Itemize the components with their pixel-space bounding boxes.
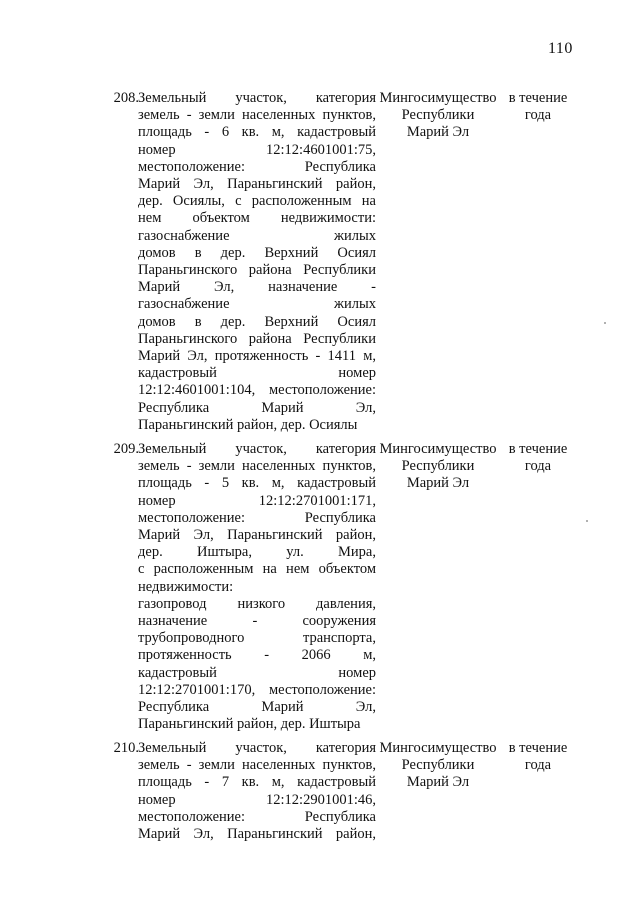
entry-description bbox=[138, 441, 376, 733]
responsible-line: Мингосимущество bbox=[379, 90, 497, 106]
description-line: номер 12:12:2701001:171, bbox=[138, 492, 376, 509]
description-line: площадь - 7 кв. м, кадастровый bbox=[138, 774, 376, 791]
description-line: местоположение: Республика bbox=[138, 509, 376, 526]
page-number: 110 bbox=[548, 40, 573, 57]
description-line: назначение - сооружения bbox=[138, 613, 376, 630]
description-line: Марий Эл, Параньгинский район, bbox=[138, 176, 376, 193]
description-line: Параньгинского района Республики bbox=[138, 262, 376, 279]
description-line: Республика Марий Эл, bbox=[138, 699, 376, 716]
deadline-line: года bbox=[524, 757, 552, 774]
description-line: нем объектом недвижимости: bbox=[138, 210, 376, 227]
description-line: Земельный участок, категория bbox=[138, 90, 376, 106]
deadline-line: года bbox=[524, 107, 552, 124]
description-line: кадастровый номер bbox=[138, 365, 376, 382]
entry-description bbox=[138, 740, 376, 843]
entry-description bbox=[138, 90, 376, 434]
description-line: номер 12:12:2901001:46, bbox=[138, 791, 376, 808]
deadline-line: года bbox=[524, 458, 552, 475]
deadline-line: в течение bbox=[508, 90, 568, 106]
responsible-line: Республики bbox=[401, 458, 475, 475]
description-line: местоположение: Республика bbox=[138, 808, 376, 825]
description-line: местоположение: Республика bbox=[138, 158, 376, 175]
description-line: Марий Эл, Параньгинский район, bbox=[138, 826, 376, 843]
description-line: Параньгинский район, дер. Иштыра bbox=[138, 716, 361, 733]
responsible-line: Мингосимущество bbox=[379, 740, 497, 756]
responsible-body bbox=[376, 740, 500, 792]
description-line: дер. Иштыра, ул. Мира, bbox=[138, 544, 376, 561]
description-line: земель - земли населенных пунктов, bbox=[138, 757, 376, 774]
description-line: газоснабжение жилых bbox=[138, 296, 376, 313]
responsible-body bbox=[376, 441, 500, 493]
description-line: домов в дер. Верхний Осиял bbox=[138, 244, 376, 261]
description-line: дер. Осиялы, с расположенным на bbox=[138, 193, 376, 210]
description-line: площадь - 5 кв. м, кадастровый bbox=[138, 475, 376, 492]
description-line: Параньгинский район, дер. Осиялы bbox=[138, 416, 358, 433]
description-line: Марий Эл, протяженность - 1411 м, bbox=[138, 348, 376, 365]
responsible-body bbox=[376, 90, 500, 142]
description-line: Параньгинского района Республики bbox=[138, 330, 376, 347]
responsible-line: Марий Эл bbox=[406, 475, 470, 492]
deadline-line: в течение bbox=[508, 441, 568, 457]
responsible-line: Республики bbox=[401, 757, 475, 774]
deadline bbox=[505, 441, 571, 475]
description-line: Марий Эл, Параньгинский район, bbox=[138, 527, 376, 544]
deadline bbox=[505, 90, 571, 124]
description-line: Марий Эл, назначение - bbox=[138, 279, 376, 296]
description-line: Земельный участок, категория bbox=[138, 740, 376, 756]
description-line: номер 12:12:4601001:75, bbox=[138, 141, 376, 158]
deadline bbox=[505, 740, 571, 774]
description-line: земель - земли населенных пунктов, bbox=[138, 107, 376, 124]
description-line: недвижимости: bbox=[138, 578, 234, 595]
description-line: 12:12:2701001:170, местоположение: bbox=[138, 681, 376, 698]
entry-number: 209. bbox=[113, 441, 139, 457]
description-line: газопровод низкого давления, bbox=[138, 595, 376, 612]
description-line: с расположенным на нем объектом bbox=[138, 561, 376, 578]
responsible-line: Республики bbox=[401, 107, 475, 124]
responsible-line: Марий Эл bbox=[406, 124, 470, 141]
description-line: 12:12:4601001:104, местоположение: bbox=[138, 382, 376, 399]
description-line: газоснабжение жилых bbox=[138, 227, 376, 244]
description-line: Республика Марий Эл, bbox=[138, 399, 376, 416]
description-line: кадастровый номер bbox=[138, 664, 376, 681]
entry-number: 208. bbox=[113, 90, 139, 106]
description-line: домов в дер. Верхний Осиял bbox=[138, 313, 376, 330]
responsible-line: Марий Эл bbox=[406, 774, 470, 791]
description-line: трубопроводного транспорта, bbox=[138, 630, 376, 647]
description-line: протяженность - 2066 м, bbox=[138, 647, 376, 664]
description-line: земель - земли населенных пунктов, bbox=[138, 458, 376, 475]
description-line: Земельный участок, категория bbox=[138, 441, 376, 457]
description-line: площадь - 6 кв. м, кадастровый bbox=[138, 124, 376, 141]
responsible-line: Мингосимущество bbox=[379, 441, 497, 457]
scan-speck bbox=[604, 322, 606, 324]
entry-number: 210. bbox=[113, 740, 139, 756]
scan-speck bbox=[586, 520, 588, 522]
deadline-line: в течение bbox=[508, 740, 568, 756]
